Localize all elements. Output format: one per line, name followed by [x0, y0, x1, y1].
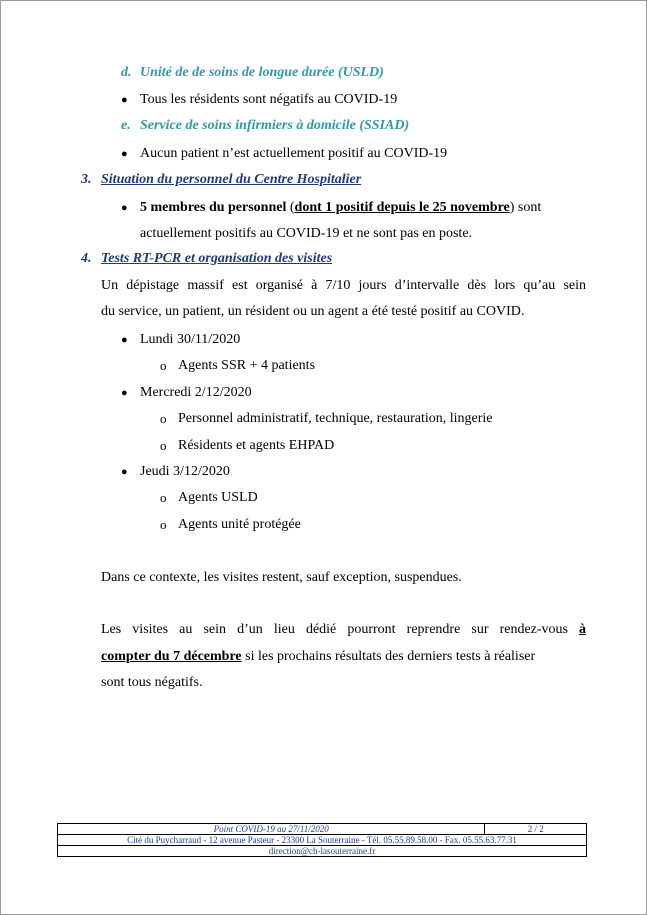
day-lundi: Lundi 30/11/2020 — [140, 332, 241, 347]
subsection-e-label: e. — [121, 118, 131, 133]
day-lundi-item: Agents SSR + 4 patients — [178, 358, 316, 373]
subsection-e-title: Service de soins infirmiers à domicile (SSIAD) — [140, 118, 410, 133]
subsection-e-bullet: Aucun patient n’est actuellement positif au COVID-19 — [140, 146, 448, 161]
bullet-icon: ● — [121, 387, 128, 399]
context-paragraph: Dans ce contexte, les visites restent, sauf exception, suspendues. — [101, 570, 462, 585]
section-3-title: Situation du personnel du Centre Hospitalier — [101, 172, 362, 187]
subsection-d-bullet: Tous les résidents sont négatifs au COVID-19 — [140, 92, 398, 107]
footer-table — [57, 823, 587, 857]
bullet-icon: ● — [121, 334, 128, 346]
section-3-number: 3. — [81, 172, 92, 187]
circle-bullet-icon: o — [160, 411, 167, 426]
bullet-icon: ● — [121, 94, 128, 106]
day-mercredi: Mercredi 2/12/2020 — [140, 385, 252, 400]
bullet-icon: ● — [121, 466, 128, 478]
bullet-icon: ● — [121, 202, 128, 214]
day-mercredi-item: Personnel administratif, technique, restauration, lingerie — [178, 411, 493, 426]
circle-bullet-icon: o — [160, 438, 167, 453]
circle-bullet-icon: o — [160, 358, 167, 373]
subsection-d-label: d. — [121, 65, 132, 80]
footer-page-number: 2 / 2 — [485, 824, 587, 835]
visits-line2: compter du 7 décembre si les prochains résultats des derniers tests à réaliser — [101, 649, 536, 664]
footer-address: Cité du Puycharraud - 12 avenue Pasteur - 23300 La Souterraine - Tél. 05.55.89.58.00 - Fax. 05.55.63.77.31 — [58, 835, 587, 846]
visits-line1: Les visites au sein d’un lieu dédié pourront reprendre sur rendez-vous à — [101, 622, 586, 637]
section-3-bullet-line1: 5 membres du personnel (dont 1 positif depuis le 25 novembre) sont — [140, 200, 542, 215]
section-4-intro-line1: Un dépistage massif est organisé à 7/10 jours d’intervalle dès lors qu’au sein — [101, 278, 586, 293]
section-4-title: Tests RT-PCR et organisation des visites — [101, 251, 333, 266]
footer-email: direction@ch-lasouterraine.fr — [58, 846, 587, 857]
footer-title: Point COVID-19 au 27/11/2020 — [58, 824, 485, 835]
day-jeudi-item: Agents unité protégée — [178, 517, 301, 532]
day-mercredi-item: Résidents et agents EHPAD — [178, 438, 335, 453]
visits-line3: sont tous négatifs. — [101, 675, 203, 690]
day-jeudi-item: Agents USLD — [178, 490, 258, 505]
section-4-intro-line2: du service, un patient, un résident ou un agent a été testé positif au COVID. — [101, 304, 525, 319]
section-4-number: 4. — [81, 251, 92, 266]
section-3-bullet-line2: actuellement positifs au COVID-19 et ne sont pas en poste. — [140, 226, 473, 241]
subsection-d-title: Unité de de soins de longue durée (USLD) — [140, 65, 384, 80]
day-jeudi: Jeudi 3/12/2020 — [140, 464, 230, 479]
circle-bullet-icon: o — [160, 490, 167, 505]
bullet-icon: ● — [121, 148, 128, 160]
circle-bullet-icon: o — [160, 517, 167, 532]
